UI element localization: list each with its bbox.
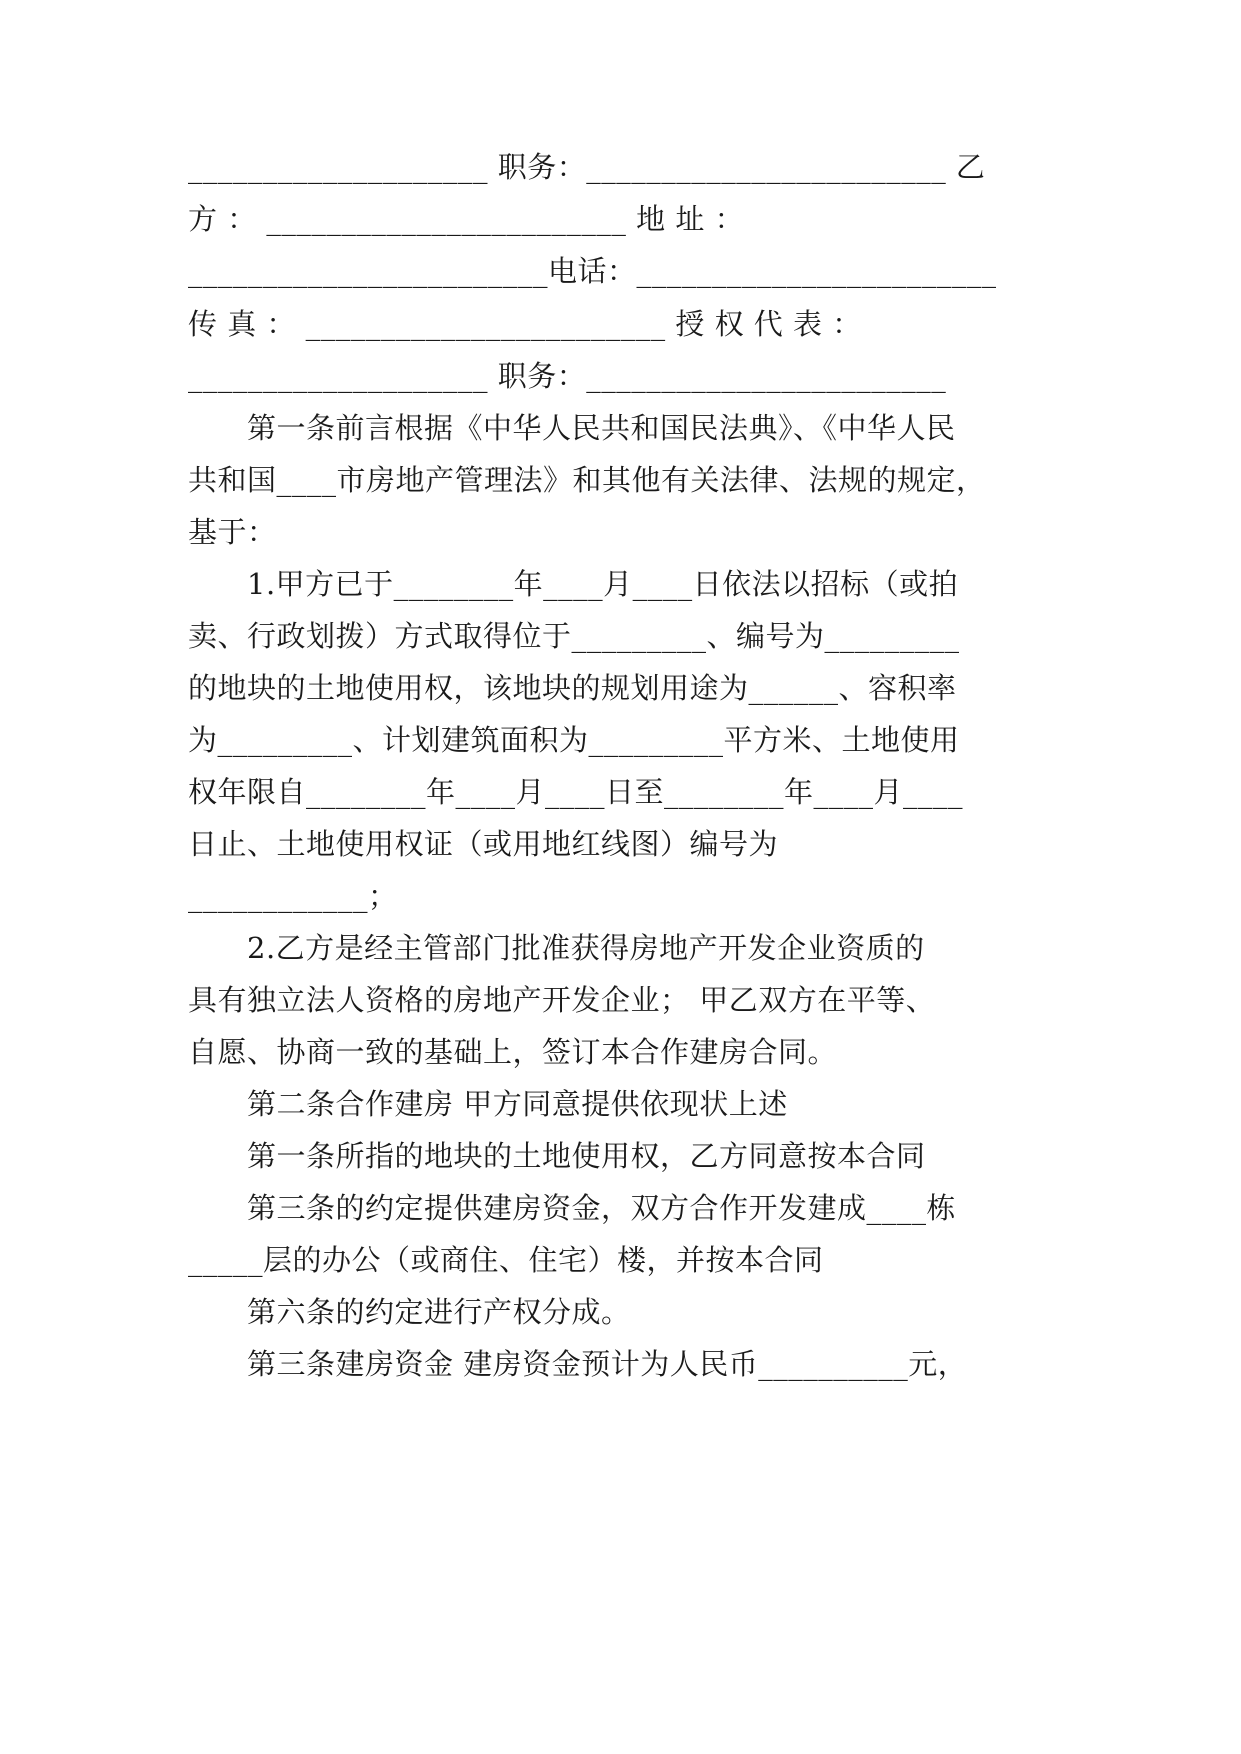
text-line-7: 共和国____市房地产管理法》和其他有关法律、法规的规定，: [188, 463, 986, 497]
text-line-22: _____层的办公（或商住、住宅）楼，并按本合同: [188, 1243, 824, 1277]
text-line-13: 权年限自________年____月____日至________年____月____: [188, 775, 964, 809]
text-line-12: 为_________、计划建筑面积为_________平方米、土地使用: [188, 723, 960, 757]
text-line-21: 第三条的约定提供建房资金，双方合作开发建成____栋: [188, 1191, 957, 1225]
text-line-4: 传 真 ： ________________________ 授 权 代 表 ：: [188, 307, 862, 341]
text-line-10: 卖、行政划拨）方式取得位于_________、编号为_________: [188, 619, 960, 653]
text-line-19: 第二条合作建房 甲方同意提供依现状上述: [188, 1087, 788, 1121]
text-line-5: ____________________ 职务：________________________: [188, 359, 947, 393]
text-line-14: 日止、土地使用权证（或用地红线图）编号为: [188, 827, 779, 861]
text-line-15: ____________；: [188, 879, 398, 913]
text-line-24: 第三条建房资金 建房资金预计为人民币__________元，: [188, 1347, 968, 1381]
text-line-2: 方 ： ________________________ 地 址 ：: [188, 202, 745, 236]
text-line-17: 具有独立法人资格的房地产开发企业； 甲乙双方在平等、: [188, 983, 936, 1017]
text-line-1: ____________________ 职务：________________________ 乙: [188, 150, 986, 184]
text-line-16: 2.乙方是经主管部门批准获得房地产开发企业资质的: [188, 931, 925, 965]
text-line-3: ________________________电话：________________________: [188, 254, 997, 288]
text-line-6: 第一条前言根据《中华人民共和国民法典》、《中华人民: [188, 411, 956, 445]
text-line-9: 1.甲方已于________年____月____日依法以招标（或拍: [188, 567, 959, 601]
text-line-8: 基于：: [188, 515, 277, 549]
text-line-11: 的地块的土地使用权，该地块的规划用途为______、容积率: [188, 671, 957, 705]
text-line-20: 第一条所指的地块的土地使用权，乙方同意按本合同: [188, 1139, 926, 1173]
text-line-18: 自愿、协商一致的基础上，签订本合作建房合同。: [188, 1035, 838, 1069]
text-line-23: 第六条的约定进行产权分成。: [188, 1295, 631, 1329]
